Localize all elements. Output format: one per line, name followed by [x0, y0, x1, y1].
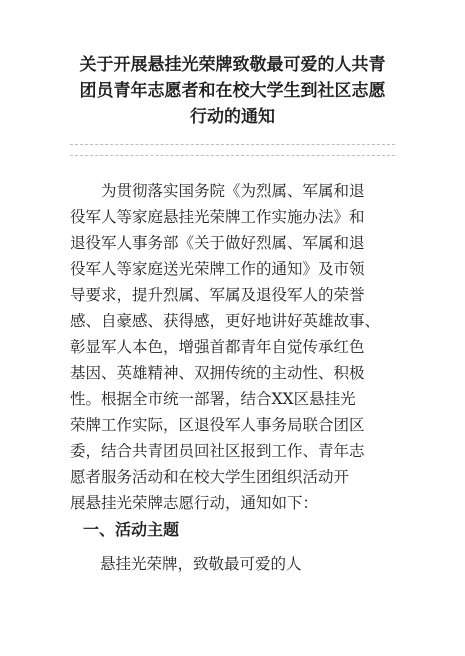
body-line: 感、自豪感、获得感，更好地讲好英雄故事、 — [70, 312, 381, 330]
body-line: 委，结合共青团员回社区报到工作、青年志 — [70, 442, 365, 460]
section-heading: 一、活动主题 — [83, 520, 180, 539]
title-divider-top — [70, 144, 395, 145]
body-line: 性。根据全市统一部署，结合XX区悬挂光 — [70, 390, 356, 408]
body-line: 愿者服务活动和在校大学生团组织活动开 — [70, 468, 350, 486]
body-line: 荣牌工作实际，区退役军人事务局联合团区 — [70, 416, 365, 434]
body-line: 基因、英雄精神、双拥传统的主动性、积极 — [70, 364, 365, 382]
body-line: 役军人等家庭悬挂光荣牌工作实施办法》和 — [70, 208, 365, 226]
body-line: 为贯彻落实国务院《为烈属、军属和退 — [70, 182, 365, 200]
body-line: 役军人等家庭送光荣牌工作的通知》及市领 — [70, 260, 365, 278]
body-line: 退役军人事务部《关于做好烈属、军属和退 — [70, 234, 365, 252]
body-line: 展悬挂光荣牌志愿行动，通知如下： — [70, 494, 319, 512]
section-text: 悬挂光荣牌，致敬最可爱的人 — [100, 555, 302, 573]
title-line: 关于开展悬挂光荣牌致敬最可爱的人共青 — [79, 55, 386, 75]
title-divider-bottom — [70, 155, 395, 156]
document-title — [60, 52, 405, 130]
body-paragraph — [70, 178, 400, 516]
title-line: 行动的通知 — [190, 107, 275, 127]
title-line: 团员青年志愿者和在校大学生到社区志愿 — [79, 81, 386, 101]
body-line: 彰显军人本色，增强首都青年自觉传承红色 — [70, 338, 365, 356]
body-line: 导要求，提升烈属、军属及退役军人的荣誉 — [70, 286, 365, 304]
